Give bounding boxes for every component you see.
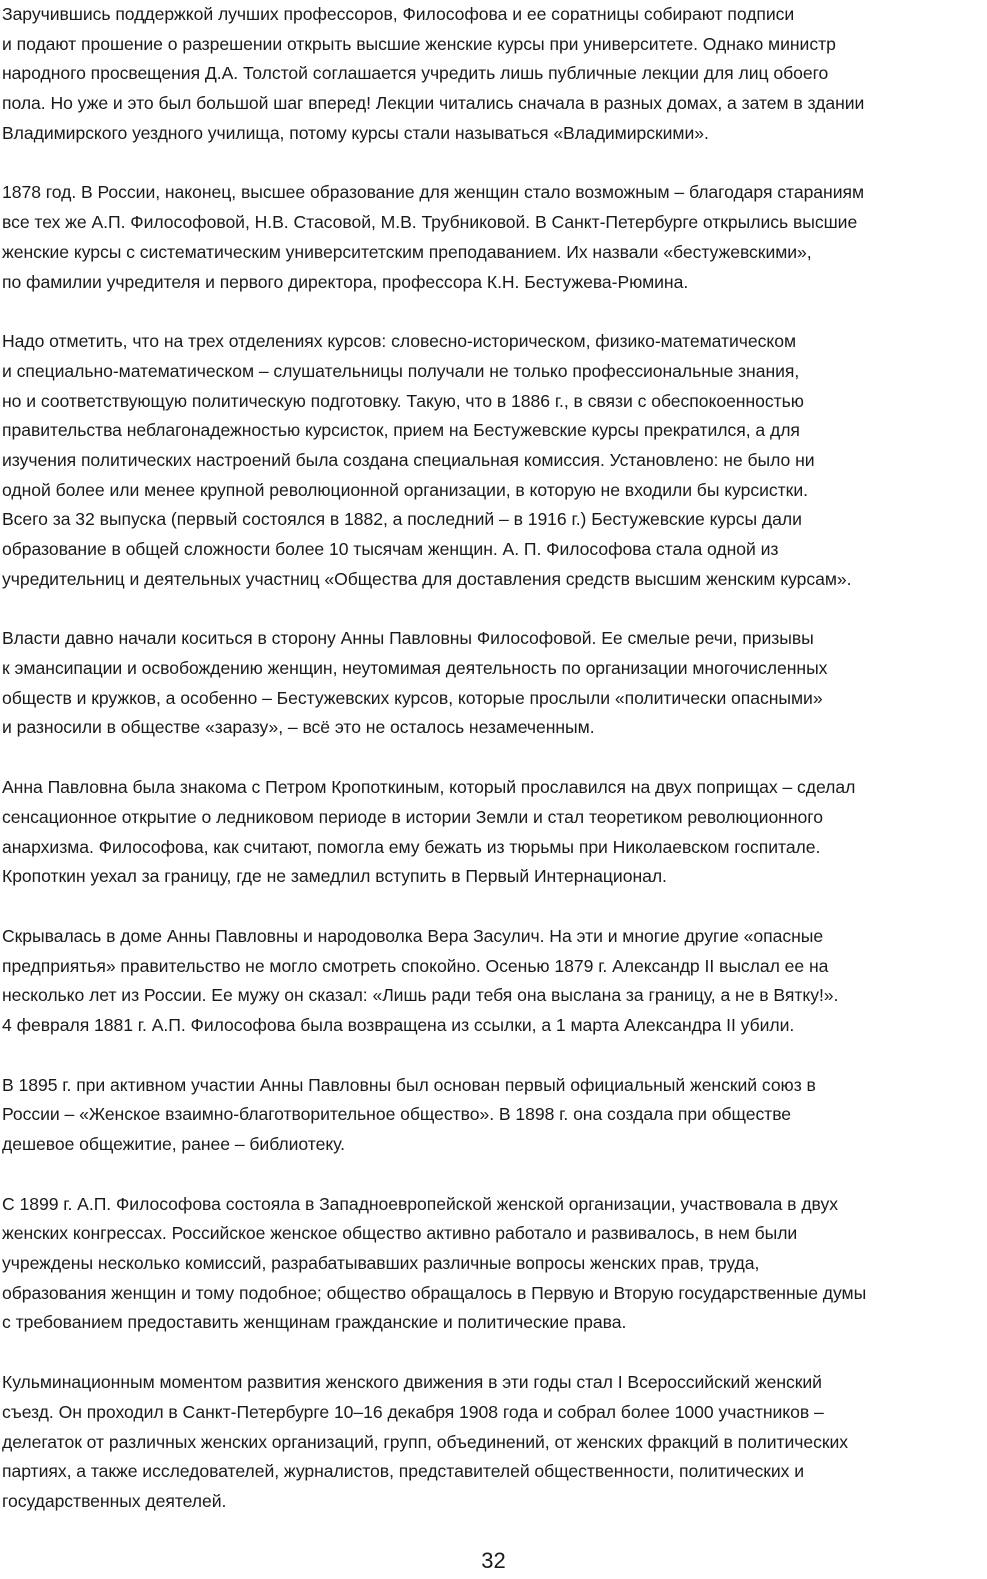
document-page: [2, 0, 985, 1547]
text-line: сенсационное открытие о ледниковом периоде в истории Земли и стал теоретиком революционного: [2, 806, 823, 827]
text-line: съезд. Он проходил в Санкт-Петербурге 10–16 декабря 1908 года и собрал более 1000 участников –: [2, 1401, 824, 1422]
text-line: образования женщин и тому подобное; общество обращалось в Первую и Вторую государственные думы: [2, 1282, 867, 1303]
text-line: с требованием предоставить женщинам гражданские и политические права.: [2, 1312, 627, 1333]
text-line: все тех же А.П. Философовой, Н.В. Стасовой, М.В. Трубниковой. В Санкт-Петербурге открылись высшие: [2, 212, 858, 233]
paragraph: [2, 1190, 985, 1338]
paragraph: [2, 1368, 985, 1516]
text-line: 4 февраля 1881 г. А.П. Философова была возвращена из ссылки, а 1 марта Александра II убили.: [2, 1014, 795, 1035]
text-line: к эмансипации и освобождению женщин, неутомимая деятельность по организации многочисленных: [2, 658, 828, 679]
text-line: В 1895 г. при активном участии Анны Павловны был основан первый официальный женский союз в: [2, 1074, 816, 1095]
text-line: но и соответствующую политическую подготовку. Такую, что в 1886 г., в связи с обеспокоенностью: [2, 390, 804, 411]
paragraph: [2, 624, 985, 743]
text-line: учреждены несколько комиссий, разрабатывавших различные вопросы женских прав, труда,: [2, 1253, 760, 1274]
text-line: обществ и кружков, а особенно – Бестужевских курсов, которые прослыли «политически опасными»: [2, 687, 823, 708]
text-line: Надо отметить, что на трех отделениях курсов: словесно-историческом, физико-математическом: [2, 331, 797, 352]
text-line: учредительниц и деятельных участниц «Общества для доставления средств высшим женским курсам».: [2, 568, 852, 589]
text-line: предприятья» правительство не могло смотреть спокойно. Осенью 1879 г. Александр II выслал ее на: [2, 955, 829, 976]
text-line: Заручившись поддержкой лучших профессоров, Философова и ее соратницы собирают подписи: [2, 4, 795, 24]
text-line: женских конгрессах. Российское женское общество активно работало и развивалось, в нем были: [2, 1223, 798, 1244]
page-number: 32: [481, 1548, 506, 1573]
text-line: Всего за 32 выпуска (первый состоялся в 1882, а последний – в 1916 г.) Бестужевские курсы дали: [2, 509, 802, 530]
text-line: Кульминационным моментом развития женского движения в эти годы стал I Всероссийский женский: [2, 1372, 822, 1393]
text-line: правительства неблагонадежностью курсисток, прием на Бестужевские курсы прекратился, а для: [2, 420, 800, 441]
text-line: Анна Павловна была знакома с Петром Кропоткиным, который прославился на двух поприщах – сделал: [2, 777, 856, 798]
text-line: Скрывалась в доме Анны Павловны и народоволка Вера Засулич. На эти и многие другие «опасные: [2, 925, 824, 946]
text-line: партиях, а также исследователей, журналистов, представителей общественности, политических и: [2, 1461, 805, 1482]
text-line: народного просвещения Д.А. Толстой соглашается учредить лишь публичные лекции для лиц обоего: [2, 63, 829, 84]
text-line: России – «Женское взаимно-благотворительное общество». В 1898 г. она создала при обществе: [2, 1104, 792, 1125]
text-line: Владимирского уездного училища, потому курсы стали называться «Владимирскими».: [2, 122, 709, 143]
paragraph: [2, 773, 985, 892]
text-line: образование в общей сложности более 10 тысячам женщин. А. П. Философова стала одной из: [2, 539, 779, 559]
text-line: и разносили в обществе «заразу», – всё это не осталось незамеченным.: [2, 717, 595, 738]
text-line: Кропоткин уехал за границу, где не замедлил вступить в Первый Интернационал.: [2, 866, 667, 887]
text-line: государственных деятелей.: [2, 1490, 227, 1511]
paragraph: [2, 0, 985, 148]
text-line: по фамилии учредителя и первого директора, профессора К.Н. Бестужева-Рюмина.: [2, 271, 689, 292]
text-line: анархизма. Философова, как считают, помогла ему бежать из тюрьмы при Николаевском госпитале.: [2, 836, 821, 857]
text-line: и специально-математическом – слушательницы получали не только профессиональные знания,: [2, 360, 800, 381]
text-line: несколько лет из России. Ее мужу он сказал: «Лишь ради тебя она выслана за границу, а не в Вятку!».: [2, 985, 839, 1006]
text-line: С 1899 г. А.П. Философова состояла в Западноевропейской женской организации, участвовала в двух: [2, 1193, 838, 1214]
text-line: и подают прошение о разрешении открыть высшие женские курсы при университете. Однако министр: [2, 33, 836, 54]
text-line: женские курсы с систематическим университетским преподаванием. Их назвали «бестужевскими»,: [2, 241, 812, 262]
text-line: одной более или менее крупной революционной организации, в которую не входили бы курсистки.: [2, 479, 808, 500]
paragraph: [2, 922, 985, 1041]
paragraph: [2, 327, 985, 594]
text-line: делегаток от различных женских организаций, групп, объединений, от женских фракций в политических: [2, 1431, 849, 1452]
text-line: пола. Но уже и это был большой шаг вперед! Лекции читались сначала в разных домах, а затем в здании: [2, 93, 865, 114]
text-line: дешевое общежитие, ранее – библиотеку.: [2, 1134, 345, 1154]
text-line: Власти давно начали коситься в сторону Анны Павловны Философовой. Ее смелые речи, призывы: [2, 628, 814, 649]
text-line: 1878 год. В России, наконец, высшее образование для женщин стало возможным – благодаря стараниям: [2, 182, 865, 203]
paragraph: [2, 1071, 985, 1160]
paragraph: [2, 178, 985, 297]
text-line: изучения политических настроений была создана специальная комиссия. Установлено: не было ни: [2, 449, 815, 470]
